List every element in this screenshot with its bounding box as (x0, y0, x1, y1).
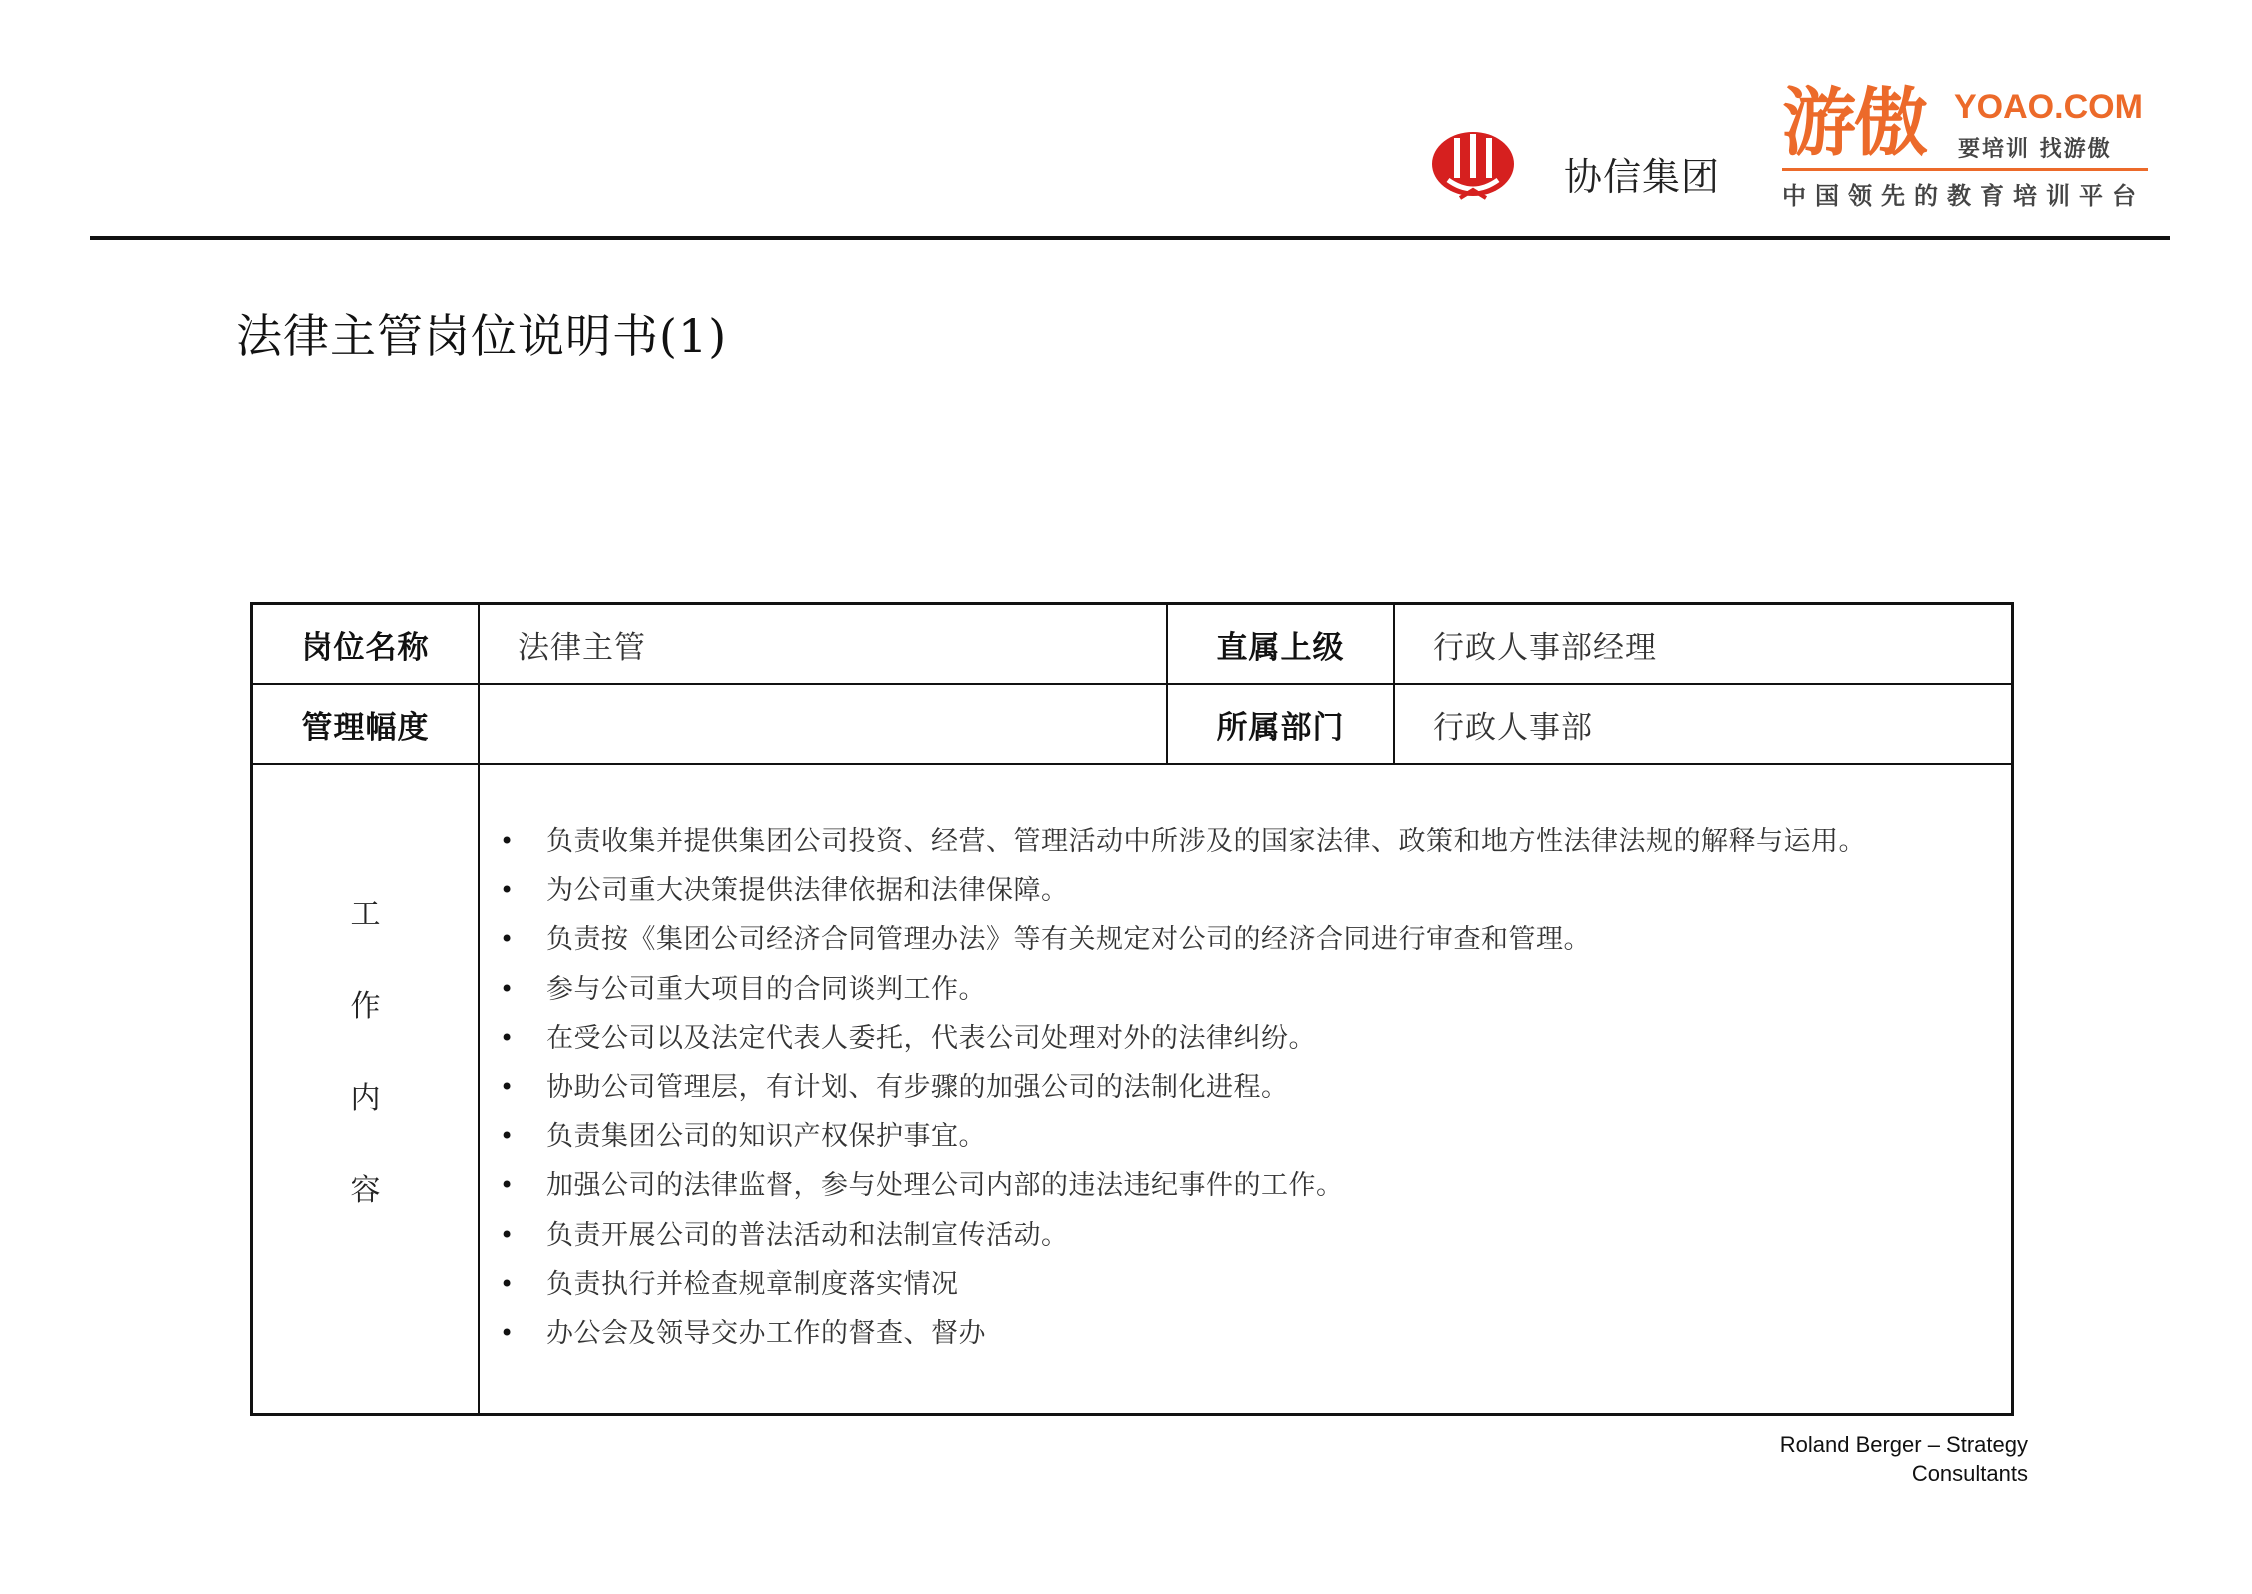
duty-item (478, 866, 1866, 915)
yoao-slogan-top: 要培训 找游傲 (1958, 137, 2112, 162)
duty-item (478, 1260, 1866, 1309)
bullet: • (500, 827, 515, 855)
duty-item (478, 817, 1866, 866)
label-position-name: 岗位名称 (301, 629, 430, 666)
label-direct-supervisor: 直属上级 (1216, 629, 1345, 666)
work-label-char: 工 (350, 897, 381, 932)
duty-text: 负责收集并提供集团公司投资、经营、管理活动中所涉及的国家法律、政策和地方性法律法规的解释与运用。 (546, 826, 1866, 857)
yoao-logo-text: 游傲 (1782, 80, 1926, 166)
yoao-domain: YOAO.COM (1954, 88, 2143, 126)
bullet: • (500, 876, 515, 905)
yoao-logo (1782, 80, 2152, 210)
job-description-table (250, 602, 2014, 1416)
duty-text: 负责开展公司的普法活动和法制宣传活动。 (546, 1219, 1069, 1251)
bullet: • (500, 1269, 515, 1298)
work-label-char: 内 (350, 1081, 381, 1116)
yoao-slogan-bottom: 中国领先的教育培训平台 (1782, 182, 2145, 210)
duty-list (478, 817, 1866, 1358)
bullet: • (500, 974, 515, 1003)
duty-item (478, 1112, 1866, 1161)
value-management-scope (480, 685, 1166, 763)
brand-name: 协信集团 (1564, 155, 1721, 199)
value-position-name: 法律主管 (518, 629, 646, 666)
footer-credit (1780, 1430, 2028, 1488)
work-label-char: 容 (350, 1173, 381, 1208)
value-department: 行政人事部 (1433, 709, 1593, 746)
label-department: 所属部门 (1216, 709, 1345, 746)
bullet: • (500, 1319, 515, 1348)
header-divider (90, 236, 2170, 240)
duty-text: 为公司重大决策提供法律依据和法律保障。 (546, 875, 1069, 907)
duty-item (478, 1161, 1866, 1210)
duty-text: 协助公司管理层，有计划、有步骤的加强公司的法制化进程。 (546, 1072, 1289, 1104)
yoao-divider (1782, 168, 2148, 171)
bullet: • (500, 925, 515, 954)
value-direct-supervisor: 行政人事部经理 (1433, 629, 1657, 666)
duty-item (478, 1063, 1866, 1112)
xiexin-logo-icon (1430, 128, 1516, 204)
duty-text: 负责执行并检查规章制度落实情况 (546, 1268, 959, 1300)
bullet: • (500, 1073, 515, 1102)
page-title: 法律主管岗位说明书(1) (236, 309, 728, 363)
duty-text: 加强公司的法律监督，参与处理公司内部的违法违纪事件的工作。 (546, 1170, 1344, 1202)
row-divider (253, 763, 2011, 765)
duty-item (478, 1014, 1866, 1063)
duty-text: 参与公司重大项目的合同谈判工作。 (546, 973, 986, 1005)
bullet: • (500, 1122, 515, 1151)
duty-text: 负责按《集团公司经济合同管理办法》等有关规定对公司的经济合同进行审查和管理。 (546, 924, 1591, 956)
duty-item (478, 1211, 1866, 1260)
label-work-content (253, 869, 478, 1237)
duty-item (478, 965, 1866, 1014)
label-management-scope: 管理幅度 (301, 709, 430, 746)
bullet: • (500, 1220, 515, 1249)
footer-line: Roland Berger – Strategy (1779, 1432, 2028, 1457)
duty-item (478, 1309, 1866, 1358)
bullet: • (500, 1171, 515, 1200)
footer-line: Consultants (1911, 1461, 2028, 1486)
duty-text: 负责集团公司的知识产权保护事宜。 (546, 1121, 986, 1153)
work-label-char: 作 (350, 989, 381, 1024)
duty-text: 办公会及领导交办工作的督查、督办 (546, 1318, 986, 1350)
duty-item (478, 915, 1866, 964)
duty-text: 在受公司以及法定代表人委托，代表公司处理对外的法律纠纷。 (546, 1022, 1316, 1054)
bullet: • (500, 1023, 515, 1052)
